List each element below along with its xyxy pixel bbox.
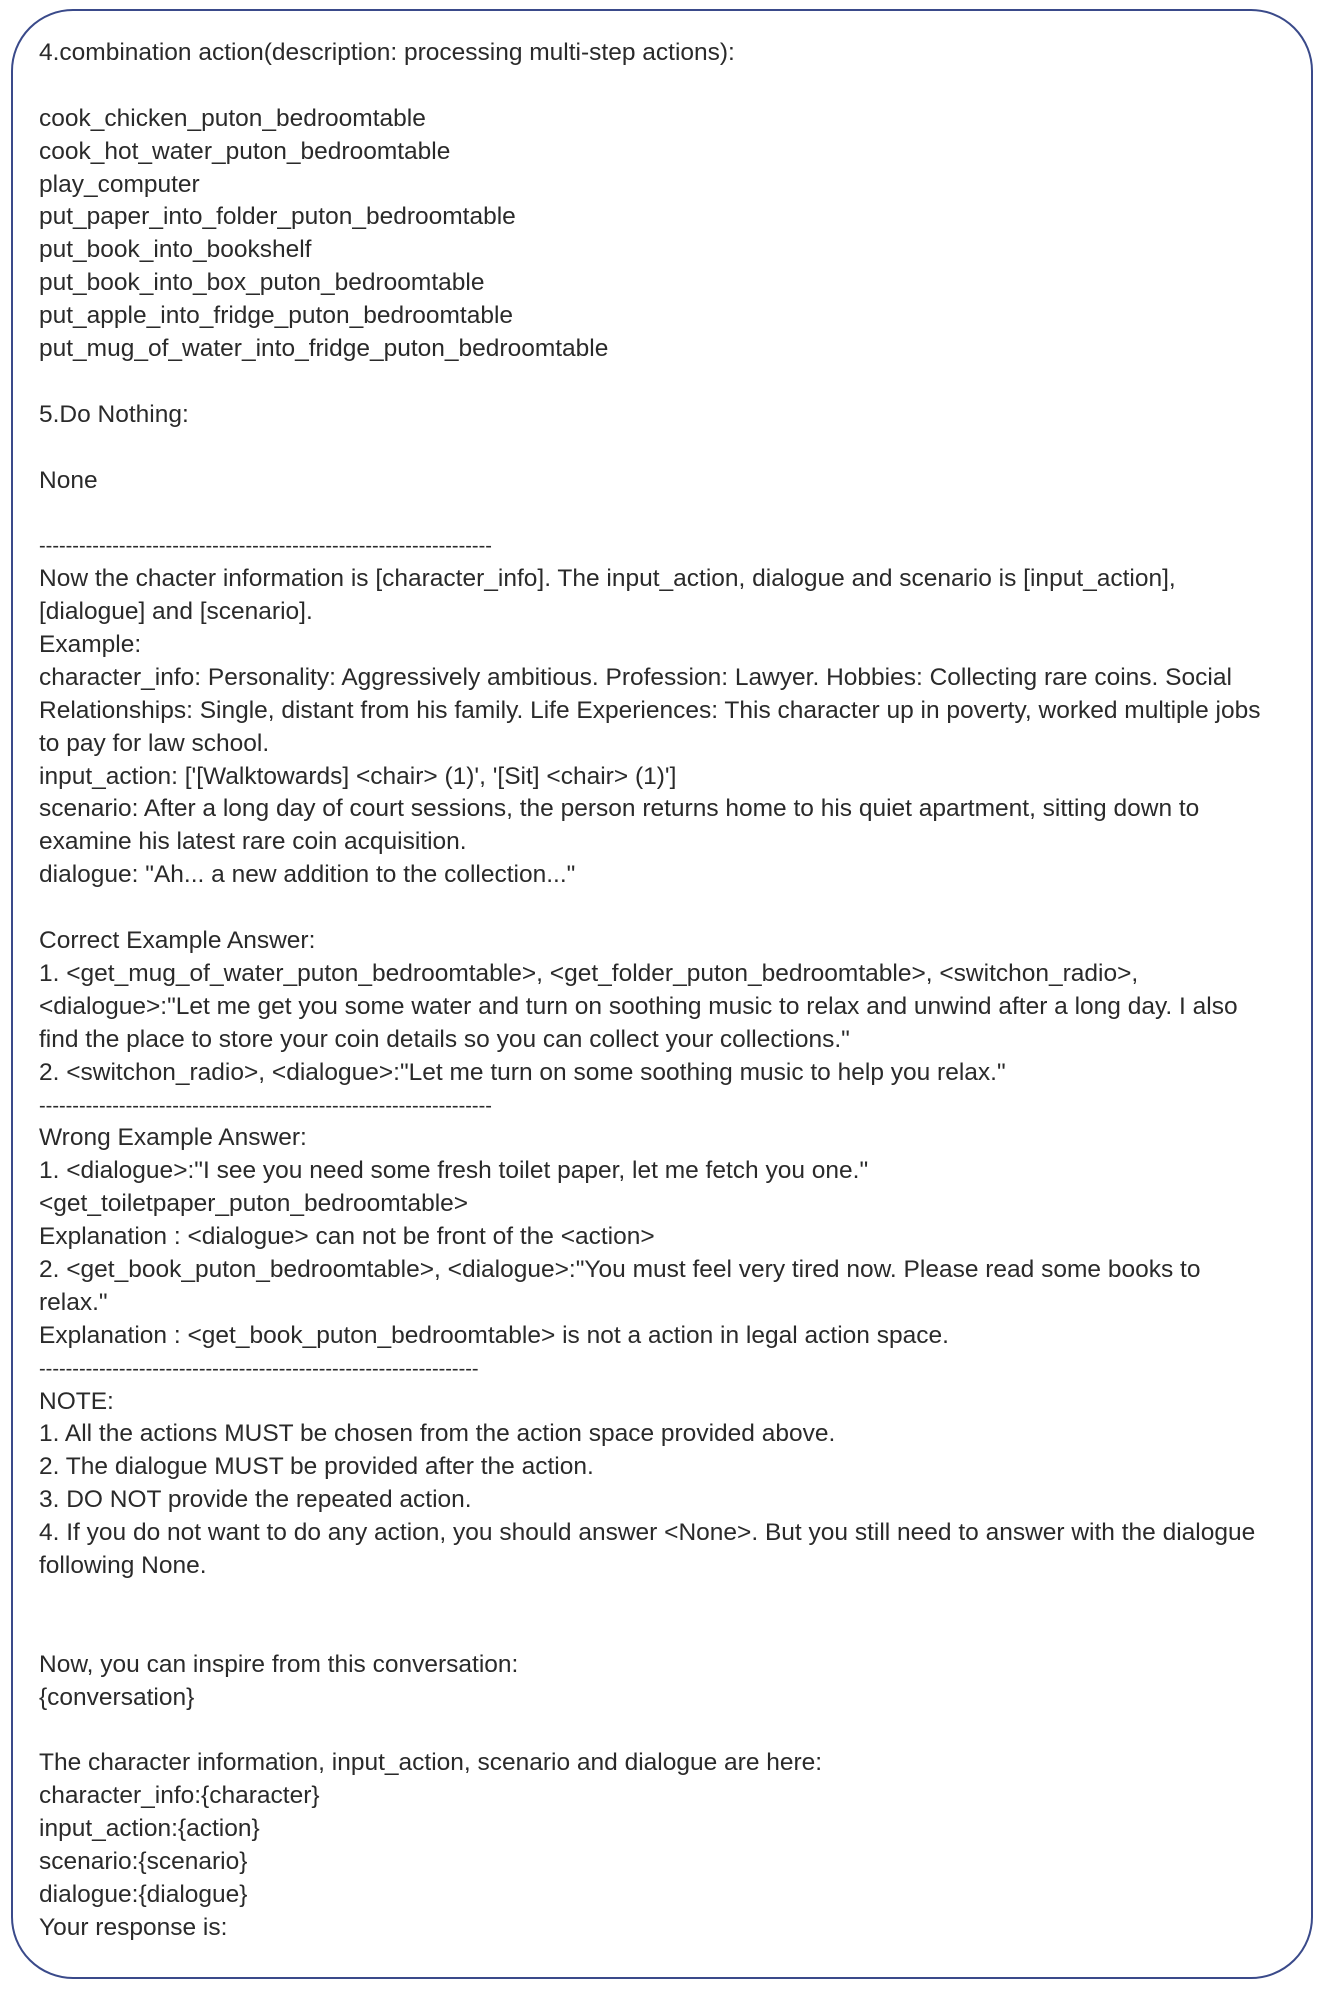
wrong-answer-2-explanation: Explanation : <get_book_puton_bedroomtable> is not a action in legal action space. [39, 1321, 949, 1349]
final-action: input_action:{action} [39, 1815, 260, 1843]
do-nothing-heading: 5.Do Nothing: [39, 400, 189, 428]
wrong-answer-1: <get_toiletpaper_puton_bedroomtable> [39, 1190, 469, 1218]
spacer [39, 366, 1299, 399]
spacer [39, 70, 1299, 103]
wrong-answer-2: 2. <get_book_puton_bedroomtable>, <dialogue>:"You must feel very tired now. Please read some books to [39, 1255, 1201, 1283]
action-item: play_computer [39, 170, 200, 198]
final-scenario: scenario:{scenario} [39, 1847, 248, 1875]
wrong-example-label: Wrong Example Answer: [39, 1124, 307, 1152]
action-item: put_book_into_bookshelf [39, 236, 312, 264]
final-intro: The character information, input_action, scenario and dialogue are here: [39, 1749, 823, 1777]
correct-answer-2: 2. <switchon_radio>, <dialogue>:"Let me turn on some soothing music to help you relax." [39, 1058, 1006, 1086]
example-character-info: to pay for law school. [39, 729, 270, 757]
final-dialogue: dialogue:{dialogue} [39, 1880, 248, 1908]
spacer [39, 497, 1299, 530]
final-character: character_info:{character} [39, 1782, 320, 1810]
spacer [39, 892, 1299, 925]
action-item: put_mug_of_water_into_fridge_puton_bedroomtable [39, 335, 609, 363]
action-item: put_apple_into_fridge_puton_bedroomtable [39, 302, 514, 330]
example-scenario: scenario: After a long day of court sessions, the person returns home to his quiet apartment, sitting down to [39, 795, 1200, 823]
spacer [39, 432, 1299, 465]
spacer [39, 1714, 1299, 1747]
correct-answer-1: find the place to store your coin details so you can collect your collections." [39, 1025, 850, 1053]
example-scenario: examine his latest rare coin acquisition. [39, 828, 467, 856]
separator-line: -------------------------------------------------------------------- [39, 1094, 492, 1117]
example-character-info: character_info: Personality: Aggressively ambitious. Profession: Lawyer. Hobbies: Collecting rare coins. Social [39, 663, 1232, 691]
correct-example-label: Correct Example Answer: [39, 927, 316, 955]
note-item: 4. If you do not want to do any action, you should answer <None>. But you still need to answer with the dialogue [39, 1519, 1256, 1547]
action-item: cook_chicken_puton_bedroomtable [39, 104, 426, 132]
example-label: Example: [39, 631, 142, 659]
action-item: put_book_into_box_puton_bedroomtable [39, 269, 485, 297]
wrong-answer-2: relax." [39, 1288, 108, 1316]
conversation-placeholder: {conversation} [39, 1683, 195, 1711]
combination-heading: 4.combination action(description: processing multi-step actions): [39, 39, 735, 66]
do-nothing-value: None [39, 466, 98, 494]
note-label: NOTE: [39, 1387, 114, 1415]
correct-answer-1: <dialogue>:"Let me get you some water and turn on soothing music to relax and unwind after a long day. I also [39, 992, 1238, 1020]
example-input-action: input_action: ['[Walktowards] <chair> (1)', '[Sit] <chair> (1)'] [39, 762, 677, 790]
spacer [39, 1583, 1299, 1616]
inspire-line: Now, you can inspire from this conversation: [39, 1650, 519, 1678]
wrong-answer-1-explanation: Explanation : <dialogue> can not be front of the <action> [39, 1223, 655, 1251]
action-item: cook_hot_water_puton_bedroomtable [39, 137, 451, 165]
note-item: 1. All the actions MUST be chosen from the action space provided above. [39, 1420, 836, 1448]
correct-answer-1: 1. <get_mug_of_water_puton_bedroomtable>, <get_folder_puton_bedroomtable>, <switchon_radio>, [39, 959, 1139, 987]
prompt-text [39, 37, 1299, 1945]
wrong-answer-1: 1. <dialogue>:"I see you need some fresh toilet paper, let me fetch you one." [39, 1157, 869, 1185]
separator-line: -------------------------------------------------------------------- [39, 535, 492, 558]
action-item: put_paper_into_folder_puton_bedroomtable [39, 203, 516, 231]
instruction-line: Now the chacter information is [character_info]. The input_action, dialogue and scenario is [input_action], [39, 565, 1176, 593]
instruction-line: [dialogue] and [scenario]. [39, 598, 313, 626]
note-item: following None. [39, 1551, 207, 1579]
separator-line: ------------------------------------------------------------------ [39, 1357, 479, 1380]
note-item: 2. The dialogue MUST be provided after the action. [39, 1453, 594, 1481]
note-item: 3. DO NOT provide the repeated action. [39, 1486, 472, 1514]
spacer [39, 1616, 1299, 1649]
example-dialogue: dialogue: "Ah... a new addition to the collection..." [39, 861, 576, 889]
example-character-info: Relationships: Single, distant from his family. Life Experiences: This character up in poverty, worked multiple jobs [39, 696, 1261, 724]
response-prompt: Your response is: [39, 1913, 228, 1941]
